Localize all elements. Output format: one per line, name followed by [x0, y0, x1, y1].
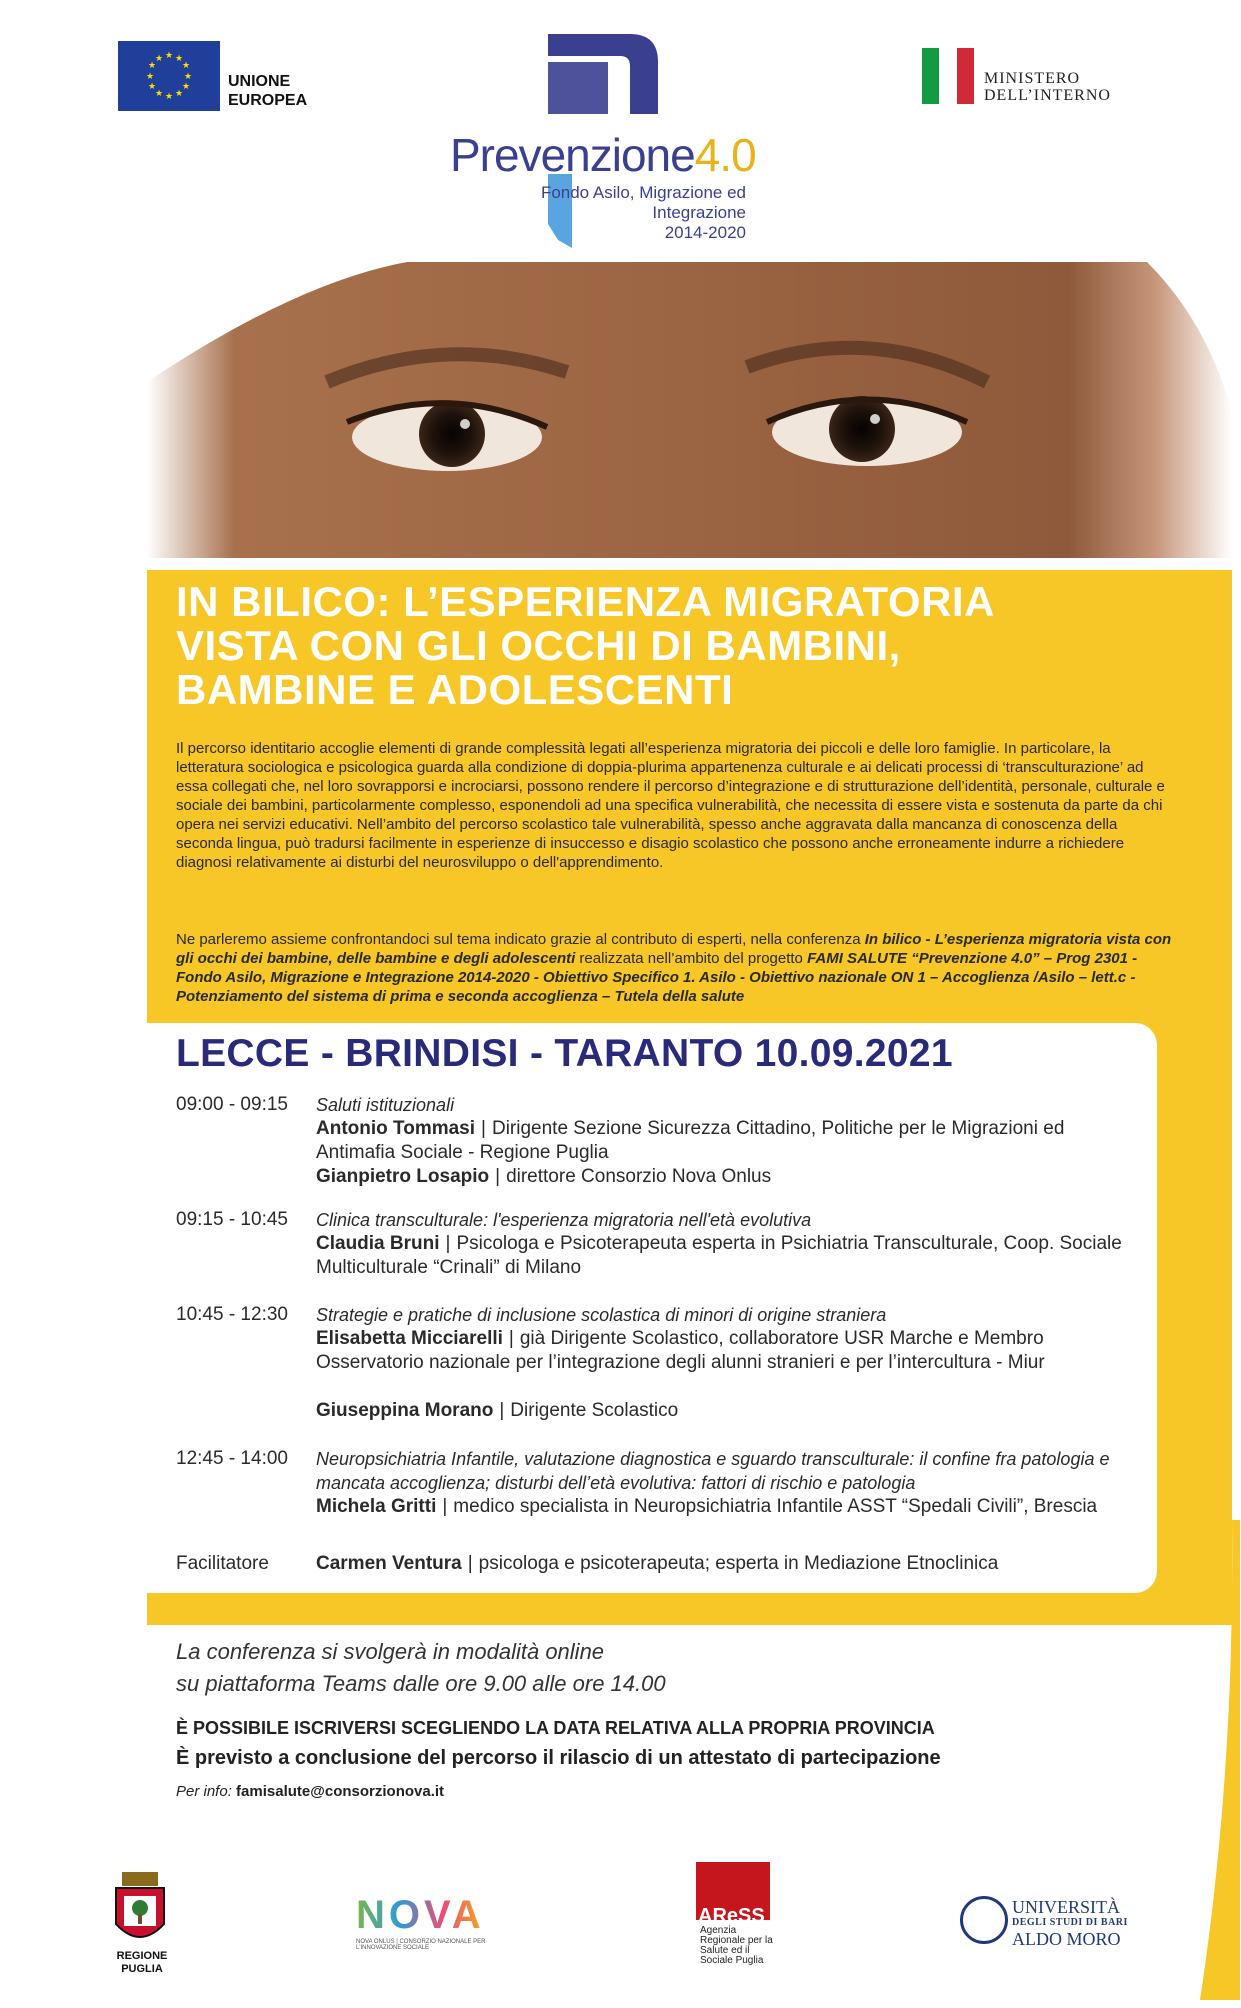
italy-flag-icon — [922, 48, 974, 104]
aress-subtitle: Agenzia Regionale per la Salute ed il Sociale Puglia — [700, 1925, 773, 1966]
session-time: 12:45 - 14:00 — [176, 1448, 288, 1469]
uniba-seal-icon — [960, 1896, 1008, 1944]
speaker: Michela Gritti | medico specialista in Neuropsichiatria Infantile ASST “Spedali Civili”, Brescia — [316, 1496, 1098, 1517]
registration-note: È POSSIBILE ISCRIVERSI SCEGLIENDO LA DATA RELATIVA ALLA PROPRIA PROVINCIA — [176, 1718, 935, 1738]
conference-description: Ne parleremo assieme confrontandoci sul tema indicato grazie al contributo di esperti, nella conferenza In bilico - L’esperienza migratoria vista con gli occhi dei bambine, delle bambine e degli adolescenti realizzata nell’ambito del progetto FAMI SALUTE “Prevenzione 4.0” – Prog 2301 - Fondo Asilo, Migrazione e Integrazione 2014-2020 - Obiettivo Specifico 1. Asilo - Obiettivo nazionale ON 1 – Accoglienza /Asilo – lett.c - Potenziamento del sistema di prima e seconda accoglienza – Tutela della salute — [176, 931, 1172, 1005]
eu-flag-logo — [118, 41, 220, 111]
facilitator-label: Facilitatore — [176, 1553, 269, 1574]
regione-puglia-crest-icon — [110, 1870, 170, 1950]
svg-text:★: ★ — [164, 92, 174, 102]
session-time: 10:45 - 12:30 — [176, 1304, 288, 1325]
svg-text:★: ★ — [183, 72, 193, 82]
speaker: Giuseppina Morano | Dirigente Scolastico — [316, 1400, 679, 1421]
uniba-label: UNIVERSITÀ DEGLI STUDI DI BARI ALDO MORO — [1012, 1897, 1128, 1949]
speaker: Gianpietro Losapio | direttore Consorzio Nova Onlus — [316, 1166, 772, 1187]
svg-text:★: ★ — [154, 54, 164, 64]
svg-text:★: ★ — [181, 61, 191, 71]
prevenzione-logo-title: Prevenzione4.0 — [450, 129, 756, 181]
session-time: 09:15 - 10:45 — [176, 1209, 288, 1230]
nova-logo: NOVA — [356, 1893, 485, 1937]
svg-text:★: ★ — [147, 61, 157, 71]
program-heading: LECCE - BRINDISI - TARANTO 10.09.2021 — [176, 1032, 953, 1075]
svg-text:★: ★ — [164, 51, 174, 61]
svg-text:★: ★ — [145, 72, 155, 82]
ministry-label: MINISTERO DELL’INTERNO — [984, 70, 1111, 104]
session-time: 09:00 - 09:15 — [176, 1094, 288, 1115]
session-topic: Saluti istituzionali — [316, 1095, 455, 1115]
session-topic: Neuropsichiatria Infantile, valutazione diagnostica e sguardo transculturale: il confine fra patologia e mancata accoglienza; disturbi dell’età evolutiva: fattori di rischio e patologia — [316, 1449, 1110, 1493]
online-info: La conferenza si svolgerà in modalità online su piattaforma Teams dalle ore 9.00 alle ore 14.00 — [176, 1639, 666, 1696]
session-topic: Strategie e pratiche di inclusione scolastica di minori di origine straniera — [316, 1305, 887, 1325]
speaker: Carmen Ventura | psicologa e psicoterapeuta; esperta in Mediazione Etnoclinica — [316, 1553, 999, 1574]
certificate-note: È previsto a conclusione del percorso il rilascio di un attestato di partecipazione — [176, 1747, 941, 1769]
speaker: Antonio Tommasi | Dirigente Sezione Sicurezza Cittadino, Politiche per le Migrazioni ed Antimafia Sociale - Regione Puglia — [316, 1118, 1065, 1163]
svg-text:★: ★ — [147, 82, 157, 92]
child-eyes-photo — [147, 262, 1232, 558]
svg-text:★: ★ — [174, 54, 184, 64]
svg-text:★: ★ — [181, 82, 191, 92]
contact-email-link[interactable]: famisalute@consorzionova.it — [236, 1783, 445, 1800]
nova-subtitle: NOVA ONLUS | CONSORZIO NAZIONALE PER L'INNOVAZIONE SOCIALE — [356, 1939, 486, 1951]
svg-text:★: ★ — [154, 89, 164, 99]
intro-paragraph: Il percorso identitario accoglie elementi di grande complessità legati all’esperienza migratoria dei piccoli e delle loro famiglie. In particolare, la letteratura sociologica e psicologica guarda alla condizione di doppia-plurima appartenenza culturale e ai delicati processi di ‘transculturazione’ ad essa collegati che, nel loro sovrapporsi e incrociarsi, possono rendere il percorso d’integrazione e di strutturazione dell’identità, personale, culturale e sociale dei bambini, particolarmente complesso, esponendoli ad una specifica vulnerabilità, che necessita di essere vista e sostenuta da parte da chi opera nei servizi educativi. Nell’ambito del percorso scolastico tale vulnerabilità, spesso anche aggravata dalla mancanza di conoscenza della seconda lingua, può tradursi facilmente in esperienze di insuccesso e disagio scolastico che possono anche erroneamente indurre a richiedere diagnosi relativamente ai disturbi del neurosviluppo o dell'apprendimento. — [176, 740, 1165, 871]
event-title: IN BILICO: L’ESPERIENZA MIGRATORIA VISTA CON GLI OCCHI DI BAMBINI, BAMBINE E ADOLESCENTI — [176, 578, 995, 713]
regione-puglia-label: REGIONE PUGLIA — [116, 1950, 168, 1975]
prevenzione-logo-subtitle: Fondo Asilo, Migrazione ed Integrazione 2014-2020 — [540, 183, 746, 242]
contact-info: Per info: famisalute@consorzionova.it — [176, 1783, 445, 1800]
speaker: Claudia Bruni | Psicologa e Psicoterapeuta esperta in Psichiatria Transculturale, Coop. Sociale Multiculturale “Crinali” di Milano — [316, 1233, 1122, 1278]
aress-label: AReSS — [698, 1905, 765, 1927]
eu-stars-icon — [118, 41, 220, 111]
eu-label: UNIONE EUROPEA — [228, 73, 308, 109]
speaker: Elisabetta Micciarelli | già Dirigente Scolastico, collaboratore USR Marche e Membro Osservatorio nazionale per l’integrazione degli alunni stranieri e per l’intercultura - Miur — [316, 1328, 1045, 1373]
session-topic: Clinica transculturale: l'esperienza migratoria nell'età evolutiva — [316, 1210, 812, 1230]
svg-text:★: ★ — [174, 89, 184, 99]
